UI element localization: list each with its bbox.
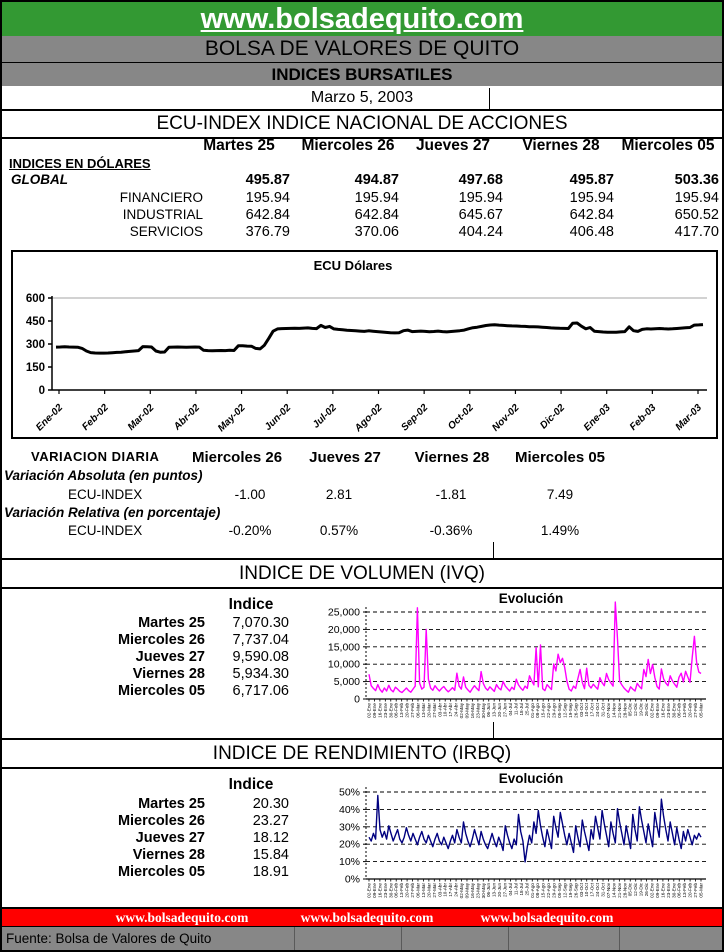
ecu-day-header-row [2, 137, 722, 157]
svg-text:25-Jul: 25-Jul [524, 883, 530, 896]
svg-text:0%: 0% [344, 873, 360, 886]
svg-text:Feb-03: Feb-03 [627, 402, 659, 433]
variacion-abs-row [2, 487, 722, 504]
svg-text:08-Ago: 08-Ago [535, 703, 541, 718]
svg-text:300: 300 [25, 339, 45, 351]
svg-text:Evolución: Evolución [498, 771, 564, 786]
svg-text:05-Mar: 05-Mar [698, 883, 704, 898]
cell-value: 6,717.06 [232, 683, 289, 699]
svg-text:05-Mar: 05-Mar [698, 703, 704, 718]
ivq-evolucion-chart-svg [302, 587, 722, 735]
cell-value: 7.49 [546, 487, 574, 502]
svg-text:19-Sep: 19-Sep [567, 883, 573, 898]
header-url-link[interactable]: www.bolsadequito.com [200, 2, 524, 35]
cell-value: 645.67 [458, 207, 503, 223]
svg-text:19-Sep: 19-Sep [567, 703, 573, 718]
footer-divider [508, 927, 509, 952]
svg-text:10-Abr: 10-Abr [442, 883, 448, 897]
svg-text:03-Abr: 03-Abr [437, 883, 443, 897]
footer-url-link[interactable]: www.bolsadequito.com [115, 910, 249, 925]
table-row-industrial [2, 207, 722, 224]
svg-text:29-Ago: 29-Ago [551, 703, 557, 718]
cell-border-remnant [489, 88, 490, 109]
ecu-index-title: ECU-INDEX INDICE NACIONAL DE ACCIONES [156, 113, 568, 134]
cell-value: 2.81 [325, 487, 353, 502]
row-label: GLOBAL [11, 172, 68, 187]
cell-value: 20.30 [252, 796, 289, 812]
svg-text:05-Dic: 05-Dic [627, 883, 633, 897]
svg-text:06-Jun: 06-Jun [486, 703, 492, 718]
row-label: Miercoles 26 [117, 632, 205, 648]
svg-text:15-Ago: 15-Ago [540, 883, 546, 898]
svg-text:20-Feb: 20-Feb [687, 703, 693, 718]
svg-text:03-Oct: 03-Oct [578, 703, 584, 717]
org-title: BOLSA DE VALORES DE QUITO [204, 37, 520, 60]
svg-text:13-Mar: 13-Mar [420, 703, 426, 718]
svg-text:26-Sep: 26-Sep [573, 883, 579, 898]
svg-text:27-Feb: 27-Feb [410, 883, 416, 898]
svg-text:20-Jun: 20-Jun [497, 883, 503, 898]
svg-text:25,000: 25,000 [327, 606, 360, 619]
cell-value: 503.36 [674, 172, 719, 188]
footer-divider [401, 927, 402, 952]
table-row-financiero [2, 190, 722, 207]
svg-text:Mar-02: Mar-02 [125, 402, 157, 433]
svg-text:26-Dic: 26-Dic [644, 883, 650, 897]
svg-text:05-Sep: 05-Sep [556, 883, 562, 898]
cell-value: 1.49% [540, 523, 580, 538]
svg-text:23-May: 23-May [475, 703, 481, 719]
ecu-dolares-chart-svg [13, 252, 716, 437]
irbq-evolucion-chart-svg [302, 767, 722, 915]
cell-value: 195.94 [569, 190, 614, 206]
svg-text:27-Mar: 27-Mar [431, 703, 437, 718]
svg-text:11-Jul: 11-Jul [513, 703, 519, 716]
day-header: Miercoles 05 [514, 449, 606, 466]
svg-text:Evolución: Evolución [498, 591, 564, 606]
svg-text:16-Ene: 16-Ene [660, 703, 666, 718]
cell-value: 5,934.30 [232, 666, 289, 682]
svg-text:Jun-02: Jun-02 [262, 402, 294, 433]
row-label: Jueves 27 [135, 649, 205, 665]
footer-divider [294, 927, 295, 952]
cell-value: 370.06 [354, 224, 399, 240]
footer-url-link[interactable]: www.bolsadequito.com [480, 910, 614, 925]
report-subtitle: INDICES BURSATILES [271, 64, 453, 84]
svg-text:27-Feb: 27-Feb [410, 703, 416, 718]
cell-value: 7,070.30 [232, 615, 289, 631]
variacion-header-row [2, 449, 722, 468]
report-date: Marzo 5, 2003 [310, 88, 414, 106]
svg-text:24-Abr: 24-Abr [453, 883, 459, 897]
row-label: Viernes 28 [132, 666, 205, 682]
row-label: Miercoles 05 [117, 683, 205, 699]
subtitle-band [2, 63, 722, 86]
svg-text:10-Oct: 10-Oct [584, 703, 590, 717]
svg-text:09-May: 09-May [464, 703, 470, 719]
svg-text:40%: 40% [338, 803, 360, 816]
footer-url-link[interactable]: www.bolsadequito.com [300, 910, 434, 925]
svg-text:18-Jul: 18-Jul [518, 883, 524, 896]
svg-text:14-Nov: 14-Nov [611, 703, 617, 718]
svg-text:04-Jul: 04-Jul [508, 703, 514, 716]
svg-text:12-Sep: 12-Sep [562, 703, 568, 718]
svg-text:13-Feb: 13-Feb [682, 703, 688, 718]
svg-text:02-Ene: 02-Ene [366, 883, 372, 898]
svg-text:23-May: 23-May [475, 883, 481, 899]
cell-value: 495.87 [245, 172, 290, 188]
row-label: Martes 25 [138, 796, 205, 812]
variacion-rel-row [2, 523, 722, 540]
cell-value: 7,737.04 [232, 632, 289, 648]
svg-text:27-Jun: 27-Jun [502, 703, 508, 718]
svg-text:May-02: May-02 [215, 402, 248, 435]
svg-text:17-Oct: 17-Oct [589, 703, 595, 717]
svg-text:03-Abr: 03-Abr [437, 703, 443, 717]
svg-text:02-May: 02-May [459, 703, 465, 719]
rendimiento-title-band [2, 738, 722, 769]
row-label: Viernes 28 [132, 847, 205, 863]
svg-text:17-Abr: 17-Abr [448, 883, 454, 897]
day-header: Jueves 27 [415, 137, 491, 154]
svg-text:23-Ene: 23-Ene [382, 883, 388, 898]
svg-text:30-May: 30-May [480, 703, 486, 719]
svg-text:Ene-03: Ene-03 [581, 402, 613, 434]
svg-text:5,000: 5,000 [333, 676, 360, 689]
table-row-servicios [2, 224, 722, 241]
svg-text:25-Jul: 25-Jul [524, 703, 530, 716]
svg-text:06-Feb: 06-Feb [393, 883, 399, 898]
svg-text:10%: 10% [338, 856, 360, 869]
svg-text:16-Ene: 16-Ene [660, 883, 666, 898]
org-title-band [2, 36, 722, 62]
cell-value: 417.70 [674, 224, 719, 240]
svg-text:31-Oct: 31-Oct [600, 883, 606, 897]
svg-text:27-Feb: 27-Feb [693, 883, 699, 898]
row-label: SERVICIOS [129, 224, 203, 239]
svg-text:12-Dic: 12-Dic [633, 703, 639, 717]
svg-text:Ago-02: Ago-02 [352, 402, 385, 435]
ivq-evolucion-chart [302, 587, 722, 735]
svg-text:06-Feb: 06-Feb [676, 703, 682, 718]
svg-text:Jul-02: Jul-02 [310, 402, 339, 431]
svg-text:Feb-02: Feb-02 [80, 402, 111, 433]
svg-text:01-Ago: 01-Ago [529, 703, 535, 718]
day-header: Viernes 28 [414, 449, 490, 466]
cell-border-remnant [493, 722, 494, 738]
svg-text:150: 150 [25, 362, 45, 374]
irbq-evolucion-chart [302, 767, 722, 915]
svg-text:10,000: 10,000 [327, 658, 360, 671]
svg-text:13-Feb: 13-Feb [682, 883, 688, 898]
fuente-label: Fuente: Bolsa de Valores de Quito [6, 931, 212, 946]
indices-en-dolares-label: INDICES EN DÓLARES [9, 156, 151, 171]
svg-text:13-Jun: 13-Jun [491, 703, 497, 718]
cell-value: 15.84 [252, 847, 289, 863]
cell-value: 642.84 [354, 207, 399, 223]
svg-text:09-May: 09-May [464, 883, 470, 899]
footer-gray-bar [2, 926, 722, 952]
footer-divider [619, 927, 620, 952]
svg-text:08-Ago: 08-Ago [535, 883, 541, 898]
variacion-absoluta-label: Variación Absoluta (en puntos) [4, 468, 203, 483]
cell-value: -1.81 [435, 487, 467, 502]
row-label: INDUSTRIAL [122, 207, 203, 222]
variacion-title: VARIACION DIARIA [31, 449, 160, 464]
svg-text:06-Mar: 06-Mar [415, 703, 421, 718]
volumen-col-header: Indice [228, 596, 274, 613]
svg-text:20,000: 20,000 [327, 623, 360, 636]
svg-text:16-May: 16-May [469, 703, 475, 719]
svg-text:23-Ene: 23-Ene [665, 883, 671, 898]
svg-text:50%: 50% [338, 786, 360, 799]
cell-value: 650.52 [674, 207, 719, 223]
svg-text:05-Sep: 05-Sep [556, 703, 562, 718]
svg-text:24-Abr: 24-Abr [453, 703, 459, 717]
svg-text:ECU Dólares: ECU Dólares [313, 258, 393, 273]
svg-text:03-Oct: 03-Oct [578, 883, 584, 897]
svg-text:Mar-03: Mar-03 [673, 402, 705, 433]
day-header: Martes 25 [203, 137, 275, 154]
svg-text:19-Dic: 19-Dic [638, 883, 644, 897]
cell-value: -1.00 [234, 487, 266, 502]
svg-text:30-Ene: 30-Ene [671, 703, 677, 718]
row-label: Martes 25 [138, 615, 205, 631]
row-label: FINANCIERO [119, 190, 203, 205]
row-label: ECU-INDEX [68, 487, 143, 502]
svg-text:20-Mar: 20-Mar [426, 883, 432, 898]
svg-text:14-Nov: 14-Nov [611, 883, 617, 898]
svg-text:16-May: 16-May [469, 883, 475, 899]
svg-text:13-Feb: 13-Feb [399, 883, 405, 898]
ecu-dolares-chart [11, 250, 718, 439]
cell-value: 494.87 [354, 172, 399, 188]
svg-text:Sep-02: Sep-02 [399, 402, 431, 434]
svg-text:27-Jun: 27-Jun [502, 883, 508, 898]
svg-text:01-Ago: 01-Ago [529, 883, 535, 898]
svg-text:450: 450 [25, 316, 45, 328]
svg-text:09-Ene: 09-Ene [371, 883, 377, 898]
row-label: Jueves 27 [135, 830, 205, 846]
svg-text:13-Mar: 13-Mar [420, 883, 426, 898]
svg-text:Oct-02: Oct-02 [446, 402, 476, 433]
svg-text:21-Nov: 21-Nov [616, 883, 622, 898]
cell-value: 9,590.08 [232, 649, 289, 665]
svg-text:05-Dic: 05-Dic [627, 703, 633, 717]
svg-text:30%: 30% [338, 821, 360, 834]
ecu-index-title-band [2, 109, 722, 139]
header-green-band [2, 2, 722, 36]
svg-text:28-Nov: 28-Nov [622, 883, 628, 898]
svg-text:30-May: 30-May [480, 883, 486, 899]
svg-text:17-Abr: 17-Abr [448, 703, 454, 717]
day-header: Jueves 27 [309, 449, 381, 466]
cell-value: 0.57% [319, 523, 359, 538]
svg-text:20%: 20% [338, 838, 360, 851]
variacion-relativa-label: Variación Relativa (en porcentaje) [4, 505, 221, 520]
footer-red-bar [2, 907, 722, 926]
svg-text:24-Oct: 24-Oct [595, 703, 601, 717]
svg-text:26-Sep: 26-Sep [573, 703, 579, 718]
svg-text:02-Ene: 02-Ene [649, 883, 655, 898]
svg-text:09-Ene: 09-Ene [371, 703, 377, 718]
svg-text:30-Ene: 30-Ene [388, 883, 394, 898]
svg-text:Dic-02: Dic-02 [538, 402, 568, 432]
day-header: Miercoles 26 [192, 449, 283, 466]
svg-text:09-Ene: 09-Ene [654, 883, 660, 898]
svg-text:20-Mar: 20-Mar [426, 703, 432, 718]
cell-value: 195.94 [354, 190, 399, 206]
date-band [2, 86, 722, 109]
cell-value: 195.94 [674, 190, 719, 206]
svg-text:10-Abr: 10-Abr [442, 703, 448, 717]
cell-value: 376.79 [245, 224, 290, 240]
cell-value: 18.12 [252, 830, 289, 846]
cell-value: 23.27 [252, 813, 289, 829]
rendimiento-title: INDICE DE RENDIMIENTO (IRBQ) [212, 742, 512, 764]
svg-text:0: 0 [354, 693, 360, 706]
cell-border-remnant [493, 542, 494, 558]
svg-text:19-Dic: 19-Dic [638, 703, 644, 717]
volumen-title-band [2, 558, 722, 589]
svg-text:23-Ene: 23-Ene [382, 703, 388, 718]
svg-text:Ene-02: Ene-02 [34, 402, 66, 434]
svg-text:23-Ene: 23-Ene [665, 703, 671, 718]
day-header: Miercoles 26 [301, 137, 395, 154]
cell-value: 642.84 [245, 207, 290, 223]
svg-text:28-Nov: 28-Nov [622, 703, 628, 718]
svg-text:06-Feb: 06-Feb [393, 703, 399, 718]
svg-text:09-Ene: 09-Ene [654, 703, 660, 718]
rendimiento-col-header: Indice [228, 776, 274, 793]
svg-text:06-Feb: 06-Feb [676, 883, 682, 898]
cell-value: 406.48 [569, 224, 614, 240]
svg-text:02-Ene: 02-Ene [649, 703, 655, 718]
svg-text:12-Sep: 12-Sep [562, 883, 568, 898]
svg-text:27-Mar: 27-Mar [431, 883, 437, 898]
cell-value: 497.68 [458, 172, 503, 188]
svg-text:17-Oct: 17-Oct [589, 883, 595, 897]
svg-text:20-Feb: 20-Feb [687, 883, 693, 898]
svg-text:22-Ago: 22-Ago [546, 883, 552, 898]
cell-value: 18.91 [252, 864, 289, 880]
row-label: Miercoles 26 [117, 813, 205, 829]
cell-value: 642.84 [569, 207, 614, 223]
svg-text:15-Ago: 15-Ago [540, 703, 546, 718]
svg-text:Abr-02: Abr-02 [171, 402, 203, 433]
svg-text:16-Ene: 16-Ene [377, 883, 383, 898]
svg-text:11-Jul: 11-Jul [513, 883, 519, 896]
svg-text:0: 0 [38, 385, 45, 397]
row-label: Miercoles 05 [117, 864, 205, 880]
svg-text:02-May: 02-May [459, 883, 465, 899]
svg-text:20-Feb: 20-Feb [404, 703, 410, 718]
svg-text:10-Oct: 10-Oct [584, 883, 590, 897]
svg-text:06-Mar: 06-Mar [415, 883, 421, 898]
day-header: Viernes 28 [522, 137, 600, 154]
volumen-title: INDICE DE VOLUMEN (IVQ) [239, 562, 485, 584]
svg-text:02-Ene: 02-Ene [366, 703, 372, 718]
cell-value: -0.20% [228, 523, 272, 538]
svg-text:15,000: 15,000 [327, 641, 360, 654]
svg-text:04-Jul: 04-Jul [508, 883, 514, 896]
svg-text:20-Feb: 20-Feb [404, 883, 410, 898]
cell-value: -0.36% [429, 523, 473, 538]
table-row-global [2, 172, 722, 190]
svg-text:24-Oct: 24-Oct [595, 883, 601, 897]
svg-text:30-Ene: 30-Ene [671, 883, 677, 898]
cell-value: 495.87 [569, 172, 614, 188]
svg-text:06-Jun: 06-Jun [486, 883, 492, 898]
svg-text:12-Dic: 12-Dic [633, 883, 639, 897]
svg-text:21-Nov: 21-Nov [616, 703, 622, 718]
svg-text:18-Jul: 18-Jul [518, 703, 524, 716]
svg-text:600: 600 [25, 293, 45, 305]
svg-text:29-Ago: 29-Ago [551, 883, 557, 898]
svg-text:13-Jun: 13-Jun [491, 883, 497, 898]
svg-text:30-Ene: 30-Ene [388, 703, 394, 718]
svg-text:22-Ago: 22-Ago [546, 703, 552, 718]
svg-text:31-Oct: 31-Oct [600, 703, 606, 717]
svg-text:07-Nov: 07-Nov [605, 703, 611, 718]
svg-text:20-Jun: 20-Jun [497, 703, 503, 718]
cell-value: 195.94 [458, 190, 503, 206]
svg-text:26-Dic: 26-Dic [644, 703, 650, 717]
row-label: ECU-INDEX [68, 523, 143, 538]
cell-value: 195.94 [245, 190, 290, 206]
day-header: Miercoles 05 [621, 137, 715, 154]
svg-text:07-Nov: 07-Nov [605, 883, 611, 898]
svg-text:27-Feb: 27-Feb [693, 703, 699, 718]
svg-text:Nov-02: Nov-02 [490, 402, 522, 434]
svg-text:16-Ene: 16-Ene [377, 703, 383, 718]
svg-text:13-Feb: 13-Feb [399, 703, 405, 718]
cell-value: 404.24 [458, 224, 503, 240]
